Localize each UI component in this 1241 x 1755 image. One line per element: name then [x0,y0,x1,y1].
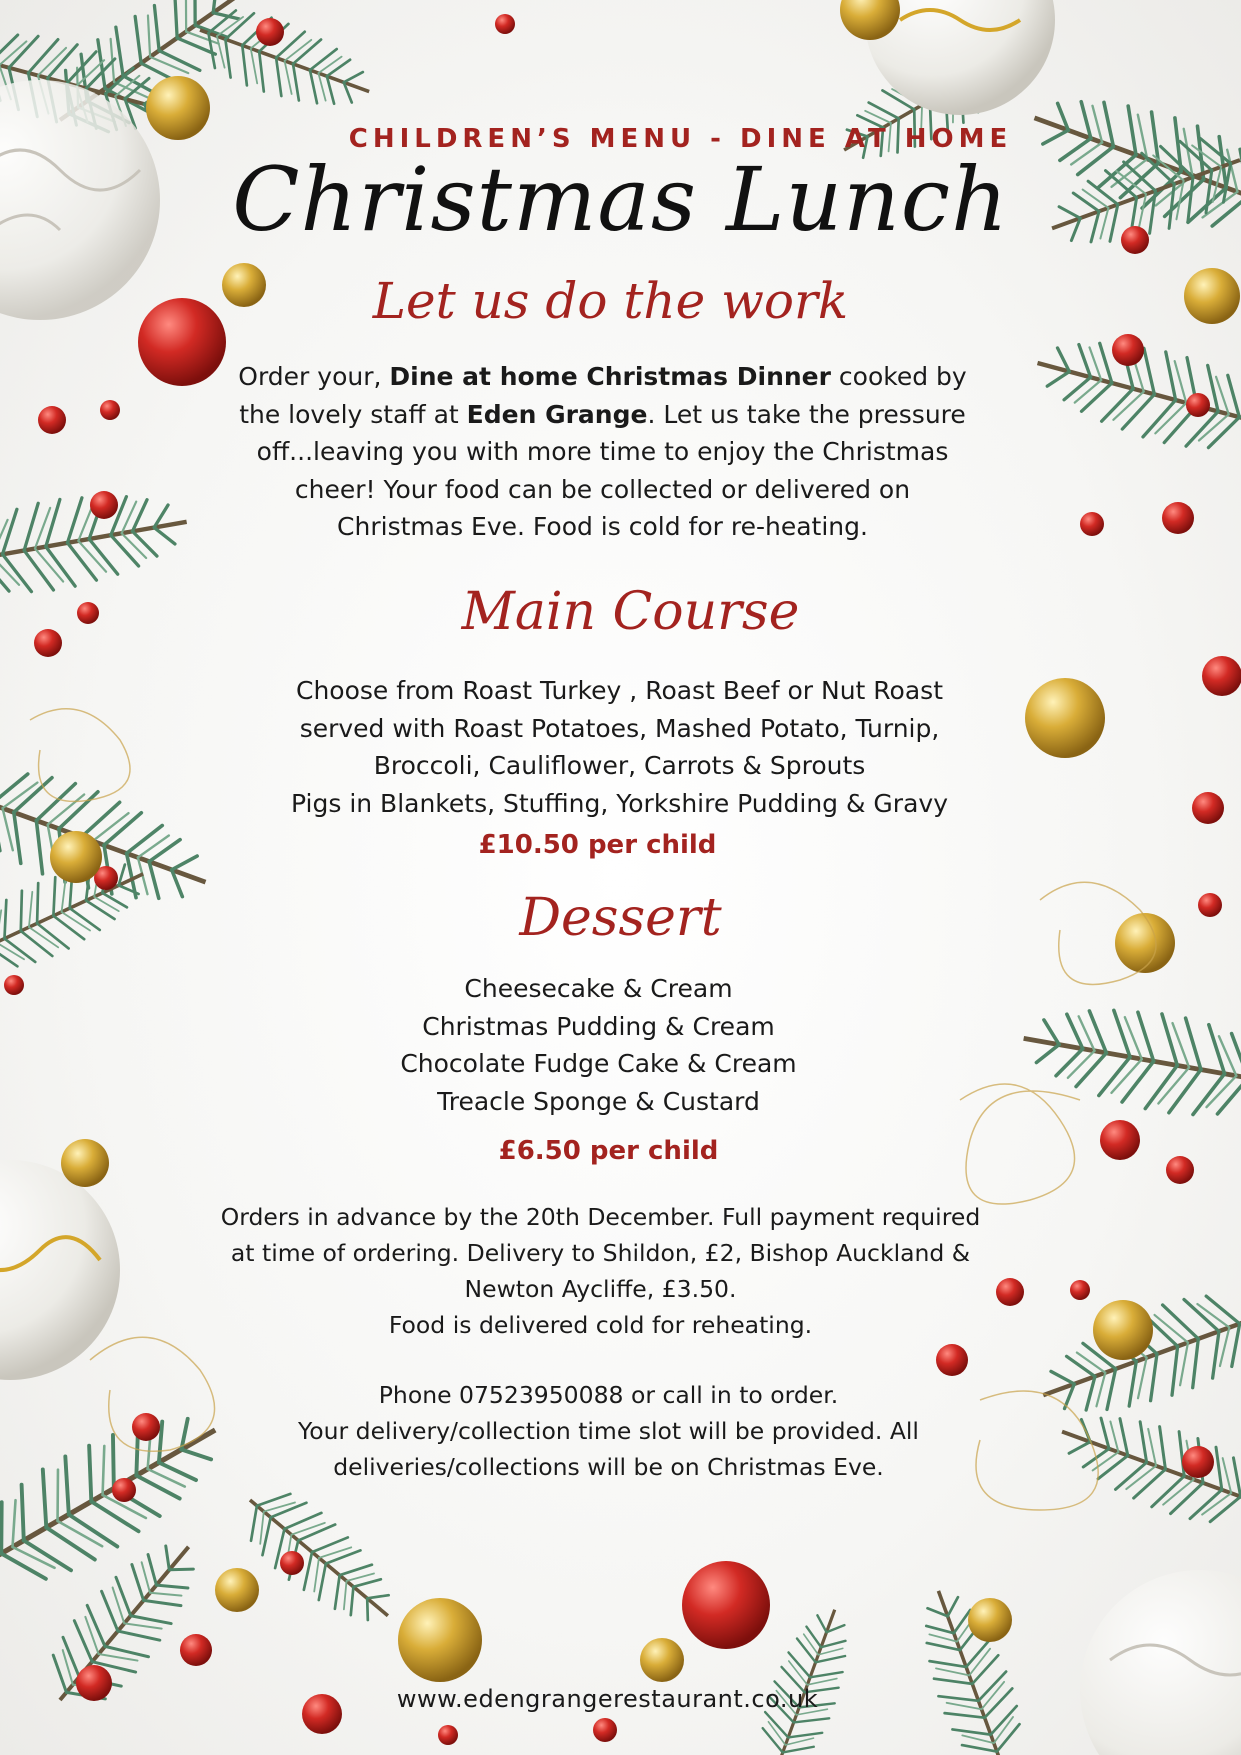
ordering-info-line: Newton Aycliffe, £3.50. [464,1275,737,1303]
main-course-line: Broccoli, Cauliflower, Carrots & Sprouts [373,751,866,780]
main-course-price: £10.50 per child [478,830,717,860]
main-course-line: served with Roast Potatoes, Mashed Potato, Turnip, [299,713,940,743]
ordering-info-line: Food is delivered cold for reheating. [388,1311,813,1339]
menu-kicker: CHILDREN’S MENU - DINE AT HOME [348,124,1013,154]
dessert-item: Treacle Sponge & Custard [437,1086,760,1116]
intro-line-5: Christmas Eve. Food is cold for re-heating. [337,512,868,541]
ordering-info [0,1199,1221,1343]
intro-line-4: cheer! Your food can be collected or delivered on [294,474,911,504]
dessert-price: £6.50 per child [498,1136,719,1166]
intro-line-1: Order your, Dine at home Christmas Dinner cooked by [238,362,967,391]
intro-line-2: the lovely staff at Eden Grange. Let us take the pressure [239,399,966,429]
main-course-line: Choose from Roast Turkey , Roast Beef or Nut Roast [295,676,943,705]
dessert-heading: Dessert [519,888,722,948]
page-title: Christmas Lunch [232,148,1009,251]
ordering-info-line: at time of ordering. Delivery to Shildon, £2, Bishop Auckland & [230,1239,971,1267]
phone-line: Your delivery/collection time slot will be provided. All [298,1417,919,1445]
ordering-info-line: Orders in advance by the 20th December. Full payment required [220,1203,981,1231]
dessert-item: Chocolate Fudge Cake & Cream [400,1049,797,1078]
main-course-line: Pigs in Blankets, Stuffing, Yorkshire Pudding & Gravy [291,788,948,818]
main-course-heading: Main Course [461,582,800,642]
phone-line: deliveries/collections will be on Christmas Eve. [333,1453,884,1481]
phone-info [0,1377,1229,1485]
page-subtitle: Let us do the work [372,272,849,330]
intro-highlight-venue: Eden Grange [466,399,648,429]
website-link[interactable]: www.edengrangerestaurant.co.uk [396,1685,819,1713]
intro-line-3: off...leaving you with more time to enjoy the Christmas [256,437,949,466]
dessert-item: Christmas Pudding & Cream [422,1011,775,1041]
dessert-list [0,970,1219,1120]
main-course-list [0,672,1240,822]
intro-highlight-dinner: Dine at home Christmas Dinner [389,362,831,391]
intro-paragraph [0,358,1223,546]
dessert-item: Cheesecake & Cream [464,974,733,1003]
phone-line: Phone 07523950088 or call in to order. [378,1381,839,1409]
